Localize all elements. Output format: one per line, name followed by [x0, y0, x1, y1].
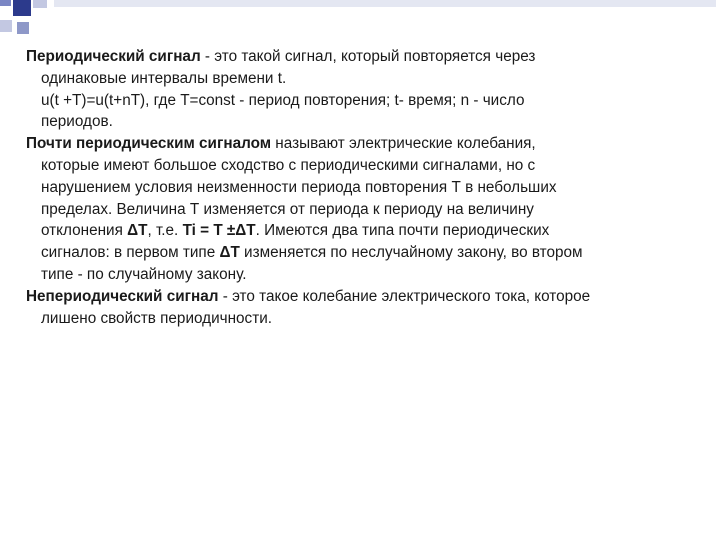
paragraph-line: которые имеют большое сходство с периодическими сигналами, но с [41, 156, 536, 174]
term-non-periodic-signal: Непериодический сигнал [26, 287, 219, 305]
paragraph-line: лишено свойств периодичности. [41, 309, 272, 327]
paragraph-formula: u(t +T)=u(t+nT), где T=const - период повторения; t- время; n - число периодов. [26, 90, 698, 134]
paragraph-non-periodic-signal: Непериодический сигнал - это такое колебание электрического тока, которое лишено свойств периодичности. [26, 286, 698, 330]
paragraph-line: отклонения ΔТ, т.е. Ti = T ±ΔT. Имеются два типа почти периодических [41, 222, 550, 240]
paragraph-almost-periodic-signal: Почти периодическим сигналом называют электрические колебания, которые имеют большое сходство с периодическими сигналами, но с нарушением условия неизменности периода повторения Т в небольших пределах. Величина Т изменяется от периода к периоду на величину отклонения ΔТ, т.е. Ti = T ±ΔT. Имеются два типа почти периодических сигналов: в первом типе ΔТ изменяется по неслучайному закону, во втором типе - по случайному закону. [26, 133, 698, 286]
paragraph-line: типе - по случайному закону. [41, 265, 247, 283]
paragraph-line: периодов. [41, 113, 113, 131]
paragraph-line: одинаковые интервалы времени t. [41, 69, 287, 87]
term-almost-periodic-signal: Почти периодическим сигналом [26, 135, 272, 153]
formula: Ti = T ±ΔT [182, 222, 256, 240]
formula: u(t +T)=u(t+nT) [41, 91, 146, 109]
paragraph-periodic-signal: Периодический сигнал - это такой сигнал, который повторяется через одинаковые интервалы времени t. [26, 46, 698, 90]
paragraph-line: сигналов: в первом типе ΔТ изменяется по неслучайному закону, во втором [41, 244, 583, 262]
paragraph-line: нарушением условия неизменности периода повторения Т в небольших [41, 178, 557, 196]
slide-body [26, 46, 698, 329]
paragraph-line: пределах. Величина Т изменяется от периода к периоду на величину [41, 200, 534, 218]
decorative-header-squares [0, 0, 720, 40]
term-periodic-signal: Периодический сигнал [26, 48, 201, 65]
